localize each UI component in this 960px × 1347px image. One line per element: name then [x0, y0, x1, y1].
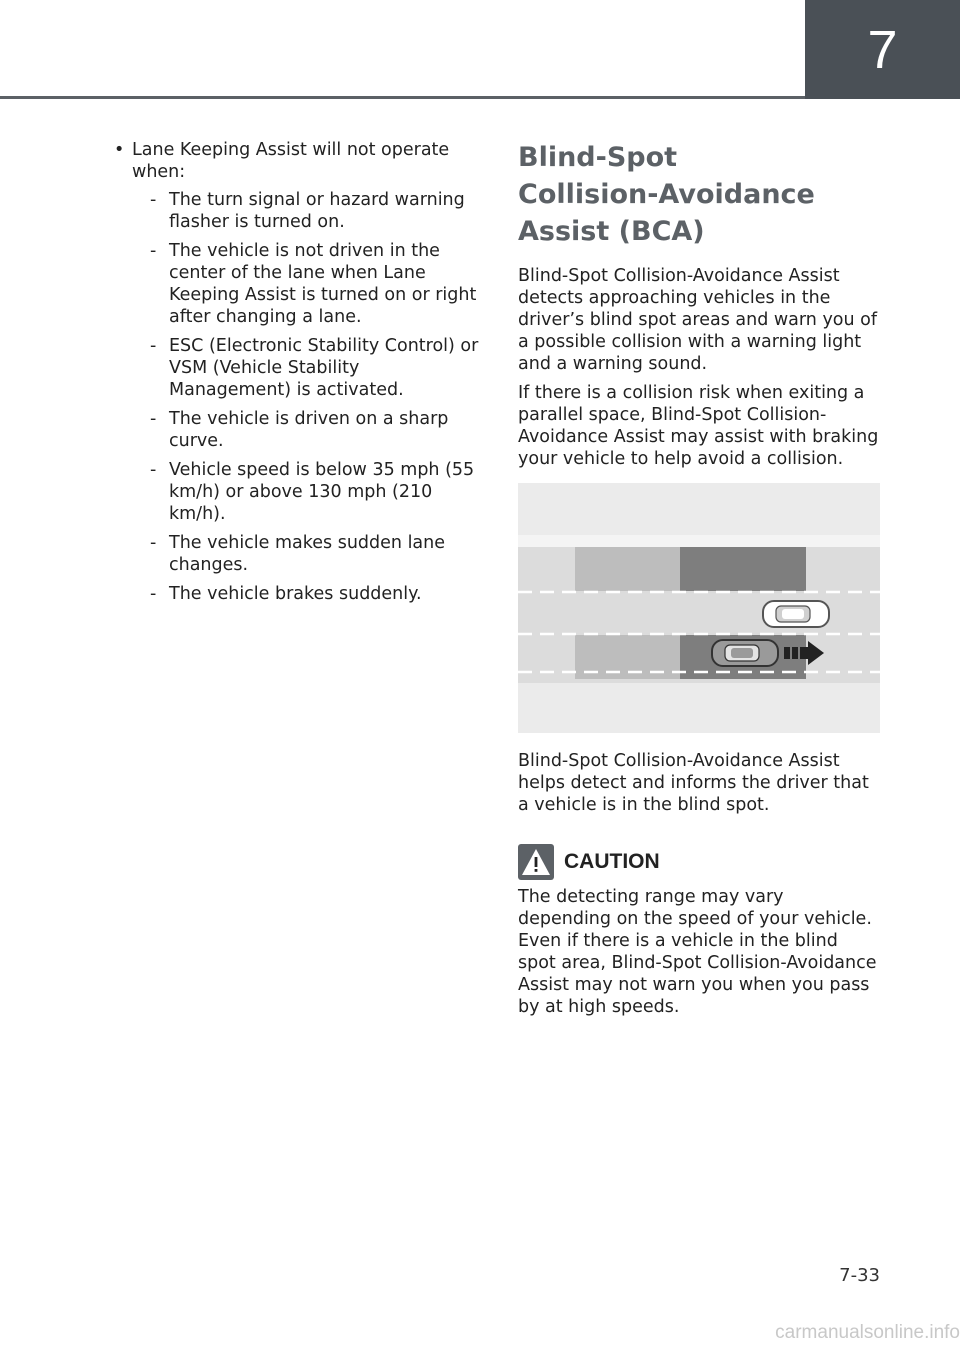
section-heading: Blind-Spot Collision-Avoidance Assist (BCA) — [518, 142, 815, 247]
watermark: carmanualsonline.info — [775, 1322, 960, 1343]
list-item — [132, 335, 480, 401]
dash-icon: - — [150, 409, 157, 429]
list-item — [132, 583, 480, 605]
dash-icon: - — [150, 460, 157, 480]
caution-title: CAUTION — [564, 850, 660, 873]
left-column — [112, 139, 480, 612]
list-item-text: The turn signal or hazard warning flasher is turned on. — [169, 190, 465, 232]
own-car-icon — [712, 640, 778, 666]
list-item-text: Vehicle speed is below 35 mph (55 km/h) or above 130 mph (210 km/h). — [169, 460, 475, 524]
bca-illustration — [518, 483, 880, 733]
dash-icon: - — [150, 533, 157, 553]
list-item-text: The vehicle makes sudden lane changes. — [169, 533, 446, 575]
blind-spot-zone-top — [680, 547, 806, 591]
dash-icon: - — [150, 241, 157, 261]
braking-paragraph: If there is a collision risk when exiting a parallel space, Blind-Spot Collision-Avoidance Assist may assist with braking your vehicle to help avoid a collision. — [518, 383, 879, 469]
blind-spot-zone-top-rear — [575, 547, 680, 591]
list-item-text: The vehicle is driven on a sharp curve. — [169, 409, 449, 451]
header-rule — [0, 96, 805, 99]
list-item-text: The vehicle brakes suddenly. — [169, 584, 422, 604]
list-item — [132, 532, 480, 576]
caution-header — [518, 844, 880, 880]
list-item — [132, 189, 480, 233]
intro-paragraph: Blind-Spot Collision-Avoidance Assist detects approaching vehicles in the driver’s blind spot areas and warn you of a possible collision with a warning light and a warning sound. — [518, 266, 878, 374]
bullet-item — [112, 139, 480, 605]
bullet-dot-icon: • — [114, 140, 125, 160]
condition-list — [132, 189, 480, 605]
chapter-number: 7 — [867, 19, 898, 80]
approaching-car-icon — [763, 601, 829, 627]
list-item — [132, 459, 480, 525]
list-item-text: ESC (Electronic Stability Control) or VSM (Vehicle Stability Management) is activated. — [169, 336, 479, 400]
road-edge-stripe — [518, 535, 880, 547]
list-item — [132, 408, 480, 452]
dash-icon: - — [150, 336, 157, 356]
caution-text: The detecting range may vary depending on the speed of your vehicle. Even if there is a vehicle in the blind spot area, Blind-Spot Collision-Avoidance Assist may not warn you when you pass by at high speeds. — [518, 887, 877, 1017]
chapter-tab — [805, 0, 960, 99]
dash-icon: - — [150, 584, 157, 604]
list-item-text: The vehicle is not driven in the center of the lane when Lane Keeping Assist is turned on or right after changing a lane. — [169, 241, 477, 327]
right-column — [518, 139, 880, 1025]
figure-caption: Blind-Spot Collision-Avoidance Assist helps detect and informs the driver that a vehicle is in the blind spot. — [518, 751, 869, 815]
page-number: 7-33 — [839, 1265, 880, 1286]
dash-icon: - — [150, 190, 157, 210]
list-item — [132, 240, 480, 328]
warning-triangle-icon — [518, 844, 554, 880]
bullet-text: Lane Keeping Assist will not operate when: — [132, 140, 450, 182]
